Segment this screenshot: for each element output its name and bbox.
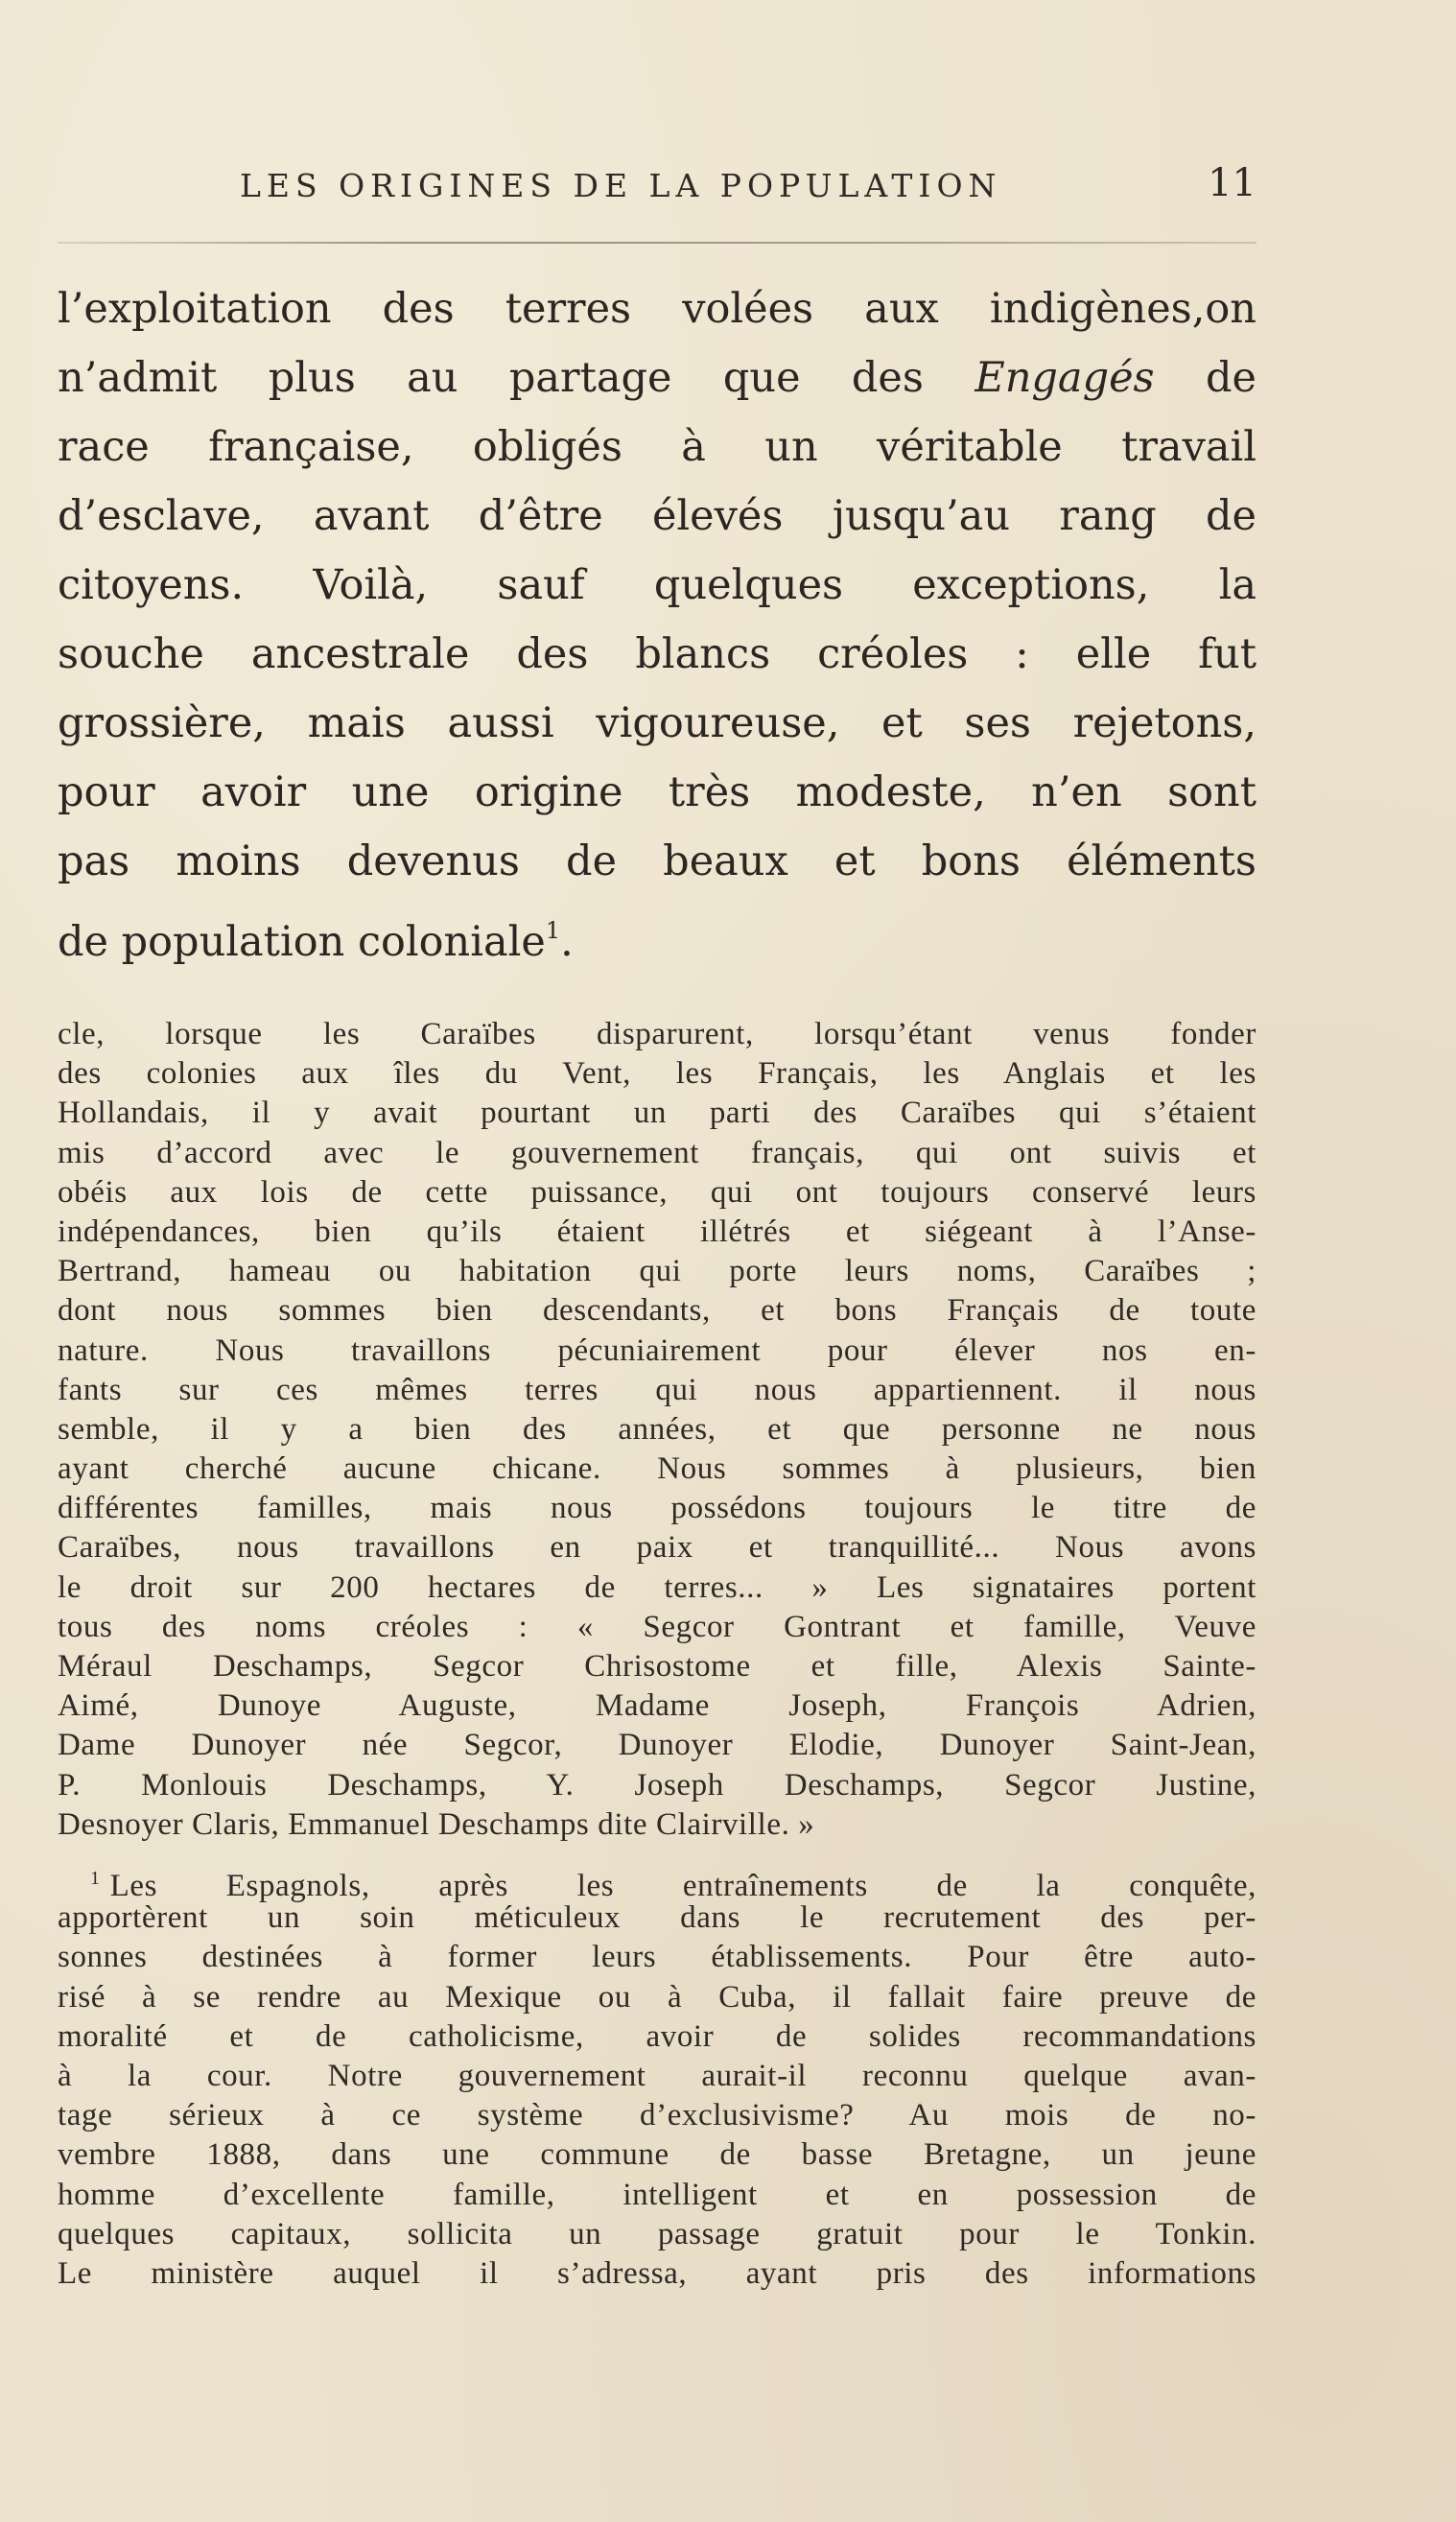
footnote-line: sonnes destinées à former leurs établissements. Pour être auto- <box>58 1940 1256 1975</box>
main-line: pas moins devenus de beaux et bons éléments <box>58 837 1256 885</box>
footnote-line: à la cour. Notre gouvernement aurait-il reconnu quelque avan- <box>58 2058 1256 2093</box>
main-line: l’exploitation des terres volées aux indigènes,on <box>58 285 1256 333</box>
running-header <box>58 161 1256 219</box>
quote-line: nature. Nous travaillons pécuniairement pour élever nos en- <box>58 1332 1256 1368</box>
quote-line: ayant cherché aucune chicane. Nous sommes à plusieurs, bien <box>58 1451 1256 1487</box>
footnote-line: moralité et de catholicisme, avoir de solides recommandations <box>58 2018 1256 2054</box>
quote-line: le droit sur 200 hectares de terres... » Les signataires portent <box>58 1569 1256 1605</box>
italic-term: Engagés <box>975 354 1155 402</box>
quote-line: des colonies aux îles du Vent, les Français, les Anglais et les <box>58 1056 1256 1092</box>
quote-line: cle, lorsque les Caraïbes disparurent, lorsqu’étant venus fonder <box>58 1017 1256 1051</box>
quoted-letter <box>58 1015 1256 1845</box>
quote-line: différentes familles, mais nous possédons toujours le titre de <box>58 1491 1256 1526</box>
main-line: grossière, mais aussi vigoureuse, et ses rejetons, <box>58 699 1256 747</box>
footnote <box>58 1859 1256 2294</box>
quote-line: tous des noms créoles : « Segcor Gontrant et famille, Veuve <box>58 1609 1256 1644</box>
main-line: race française, obligés à un véritable travail <box>58 423 1256 471</box>
quote-line: Dame Dunoyer née Segcor, Dunoyer Elodie, Dunoyer Saint-Jean, <box>58 1728 1256 1763</box>
quote-line: fants sur ces mêmes terres qui nous appartiennent. il nous <box>58 1372 1256 1407</box>
footnote-line: $^1$ Les Espagnols, après les entraînements de la conquête, <box>90 1868 1256 1903</box>
quote-line: Hollandais, il y avait pourtant un parti des Caraïbes qui s’étaient <box>58 1096 1256 1131</box>
quote-line: Bertrand, hameau ou habitation qui porte leurs noms, Caraïbes ; <box>58 1254 1256 1289</box>
quote-line: Aimé, Dunoye Auguste, Madame Joseph, François Adrien, <box>58 1688 1256 1724</box>
page-number: 11 <box>1208 161 1256 205</box>
main-line: pour avoir une origine très modeste, n’en sont <box>58 768 1256 816</box>
quote-line: Caraïbes, nous travaillons en paix et tranquillité... Nous avons <box>58 1530 1256 1566</box>
header-rule <box>58 242 1256 244</box>
quote-line: Desnoyer Claris, Emmanuel Deschamps dite Clairville. » <box>58 1806 815 1842</box>
main-line: citoyens. Voilà, sauf quelques exceptions, la <box>58 561 1256 609</box>
footnote-line: risé à se rendre au Mexique ou à Cuba, il fallait faire preuve de <box>58 1979 1256 2015</box>
main-line: n’admit plus au partage que des Engagés de <box>58 354 1256 402</box>
footnote-marker: 1 <box>90 1868 101 1889</box>
quote-line: obéis aux lois de cette puissance, qui ont toujours conservé leurs <box>58 1174 1256 1210</box>
footnote-line: apportèrent un soin méticuleux dans le recrutement des per- <box>58 1900 1256 1936</box>
footnote-line: quelques capitaux, sollicita un passage gratuit pour le Tonkin. <box>58 2216 1256 2251</box>
quote-line: indépendances, bien qu’ils étaient illétrés et siégeant à l’Anse- <box>58 1214 1256 1249</box>
running-title: LES ORIGINES DE LA POPULATION <box>240 167 1002 204</box>
main-line: d’esclave, avant d’être élevés jusqu’au rang de <box>58 492 1256 540</box>
footnote-reference: 1 <box>545 917 561 944</box>
quote-line: mis d’accord avec le gouvernement français, qui ont suivis et <box>58 1135 1256 1170</box>
quote-line: dont nous sommes bien descendants, et bons Français de toute <box>58 1293 1256 1329</box>
quote-line: P. Monlouis Deschamps, Y. Joseph Deschamps, Segcor Justine, <box>58 1767 1256 1803</box>
footnote-line: vembre 1888, dans une commune de basse Bretagne, un jeune <box>58 2137 1256 2173</box>
quote-line: Méraul Deschamps, Segcor Chrisostome et fille, Alexis Sainte- <box>58 1649 1256 1684</box>
footnote-line: tage sérieux à ce système d’exclusivisme? Au mois de no- <box>58 2098 1256 2133</box>
main-paragraph <box>58 274 1256 965</box>
footnote-line: homme d’excellente famille, intelligent et en possession de <box>58 2177 1256 2212</box>
quote-line: semble, il y a bien des années, et que personne ne nous <box>58 1411 1256 1447</box>
footnote-line: Le ministère auquel il s’adressa, ayant pris des informations <box>58 2255 1256 2291</box>
main-line: de population coloniale$^1$. <box>58 917 574 966</box>
main-line: souche ancestrale des blancs créoles : elle fut <box>58 630 1256 678</box>
